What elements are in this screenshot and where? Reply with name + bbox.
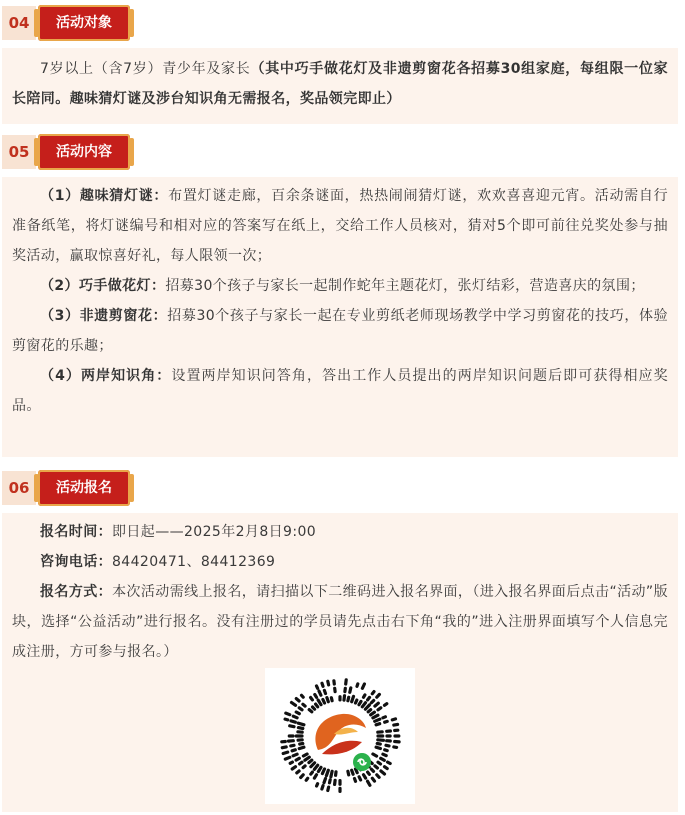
phone-value: 84420471、84412369: [112, 554, 276, 570]
section-title: 活动对象: [38, 5, 130, 41]
audience-plain: 7岁以上（含7岁）青少年及家长: [40, 61, 251, 77]
phone-label: 咨询电话：: [40, 554, 112, 570]
section-06-header: [0, 469, 685, 507]
audience-bold: （其中巧手做花灯及非遗剪窗花各招募30组家庭，每组限一位家长陪同。趣味猜灯谜及涉台知识角无需报名，奖品领完即止）: [12, 61, 668, 107]
section-title: 活动内容: [38, 134, 130, 170]
content-item-2: [2, 271, 678, 301]
section-05-panel: [2, 177, 678, 457]
content-item-4: [2, 361, 678, 421]
item-text: 布置灯谜走廊，百余条谜面，热热闹闹猜灯谜，欢欢喜喜迎元宵。活动需自行准备纸笔，将灯谜编号和相对应的答案写在纸上，交给工作人员核对，猜对5个即可前往兑奖处参与抽奖活动，赢取惊喜好礼，每人限领一次；: [12, 188, 668, 264]
section-04-header: [0, 4, 685, 42]
time-value: 即日起——2025年2月8日9:00: [112, 524, 317, 540]
qr-code-icon: [265, 668, 415, 804]
signup-method: [2, 577, 678, 667]
item-label: （1）趣味猜灯谜：: [40, 188, 169, 204]
item-label: （2）巧手做花灯：: [40, 278, 166, 294]
method-value: 本次活动需线上报名，请扫描以下二维码进入报名界面，（进入报名界面后点击“活动”版块，选择“公益活动”进行报名。没有注册过的学员请先点击右下角“我的”进入注册界面填写个人信息完成注册，方可参与报名。）: [12, 584, 668, 660]
section-number: 05: [2, 135, 36, 169]
content-item-1: [2, 181, 678, 271]
target-audience-text: [2, 54, 678, 114]
item-text: 设置两岸知识问答角，答出工作人员提出的两岸知识问题后即可获得相应奖品。: [12, 368, 668, 414]
section-title: 活动报名: [38, 470, 130, 506]
item-text: 招募30个孩子与家长一起在专业剪纸老师现场教学中学习剪窗花的技巧，体验剪窗花的乐趣；: [12, 308, 669, 354]
signup-time: [2, 517, 678, 547]
content-item-3: [2, 301, 678, 361]
section-04-panel: [2, 48, 678, 124]
time-label: 报名时间：: [40, 524, 112, 540]
item-text: 招募30个孩子与家长一起制作蛇年主题花灯，张灯结彩，营造喜庆的氛围；: [165, 278, 645, 294]
contact-phone: [2, 547, 678, 577]
item-label: （3）非遗剪窗花：: [40, 308, 168, 324]
method-label: 报名方式：: [40, 584, 113, 600]
section-05-header: [0, 133, 685, 171]
item-label: （4）两岸知识角：: [40, 368, 172, 384]
section-number: 06: [2, 471, 36, 505]
mini-program-qr-code[interactable]: [265, 668, 415, 804]
section-number: 04: [2, 6, 36, 40]
